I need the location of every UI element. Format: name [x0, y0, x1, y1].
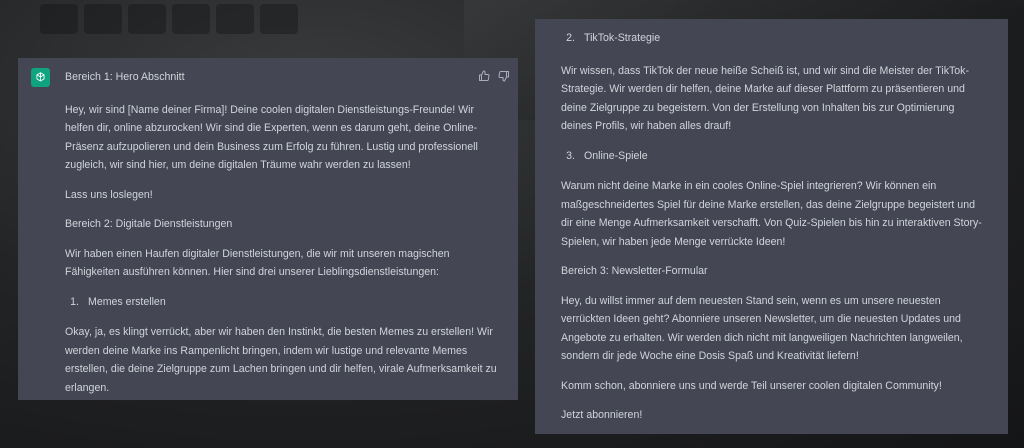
section-heading-newsletter: Bereich 3: Newsletter-Formular — [561, 265, 708, 277]
paragraph-newsletter: Hey, du willst immer auf dem neuesten Stand sein, wenn es um unsere neuesten verrückten Ideen geht? Abonniere unseren Newsletter, um die neuesten Updates und Angebote zu erhalten. Wir werden dich nicht mit langweiligen Nachrichten langweilen, sondern dir jede Woche eine Dosis Spaß und Kreativität liefern! — [561, 294, 963, 362]
list-item-games — [561, 147, 988, 166]
section-heading-services: Bereich 2: Digitale Dienstleistungen — [65, 218, 233, 230]
chat-message-left — [18, 58, 518, 400]
list-item-tiktok — [561, 29, 988, 48]
list-item-memes — [65, 293, 498, 312]
list-number: 1. — [70, 295, 79, 308]
section-heading-hero: Bereich 1: Hero Abschnitt — [65, 71, 185, 83]
list-number: 2. — [566, 32, 575, 44]
paragraph-subscribe-cta: Komm schon, abonniere uns und werde Teil unserer coolen digitalen Community! — [561, 379, 942, 392]
list-number: 3. — [566, 149, 575, 162]
list-item-label: TikTok-Strategie — [584, 32, 661, 44]
paragraph-memes: Okay, ja, es klingt verrückt, aber wir haben den Instinkt, die besten Memes zu erstellen! Wir werden deine Marke ins Rampenlicht bringen, indem wir lustige und relevante Memes erstellen, die deine Zielgruppe zum Lachen bringen und dir helfen, virale Aufmerksamkeit zu erlangen. — [65, 326, 497, 394]
paragraph-tiktok: Wir wissen, dass TikTok der neue heiße Scheiß ist, und wir sind die Meister der TikTok-Strategie. Wir werden dir helfen, deine Marke auf dieser Plattform zu präsentieren und deine Zielgruppe zu begeistern. Von der Erstellung von Inhalten bis zur Optimierung deines Profils, wir haben alles drauf! — [561, 64, 970, 132]
paragraph-hero-intro: Hey, wir sind [Name deiner Firma]! Deine coolen digitalen Dienstleistungs-Freunde! Wir helfen dir, online abzurocken! Wir sind die Experten, wenn es darum geht, deine Online-Präsenz aufzupolieren und dein Business zum Erfolg zu führen. Lustig und professionell zugleich, wir sind hier, um deine digitalen Träume wahr werden zu lassen! — [65, 103, 478, 171]
chatgpt-logo-icon — [31, 68, 50, 87]
paragraph-services-intro: Wir haben einen Haufen digitaler Dienstleistungen, die wir mit unseren magischen Fähigkeiten ausführen können. Hier sind drei unserer Lieblingsdienstleistungen: — [65, 247, 450, 278]
thumbs-up-icon[interactable] — [478, 70, 490, 82]
paragraph-subscribe-now: Jetzt abonnieren! — [561, 409, 643, 421]
list-item-label: Memes erstellen — [88, 295, 166, 308]
feedback-buttons — [478, 70, 510, 82]
list-item-label: Online-Spiele — [584, 149, 648, 162]
paragraph-games: Warum nicht deine Marke in ein cooles Online-Spiel integrieren? Wir können ein maßgeschneidertes Spiel für deine Marke erstellen, das deine Zielgruppe begeistert und dir eine Menge Aufmerksamkeit verschafft. Von Quiz-Spielen bis hin zu interaktiven Story-Spielen, wir haben jede Menge verrückte Ideen! — [561, 180, 982, 248]
paragraph-lets-go: Lass uns loslegen! — [65, 188, 153, 201]
chat-message-right — [535, 19, 1008, 434]
thumbs-down-icon[interactable] — [498, 70, 510, 82]
